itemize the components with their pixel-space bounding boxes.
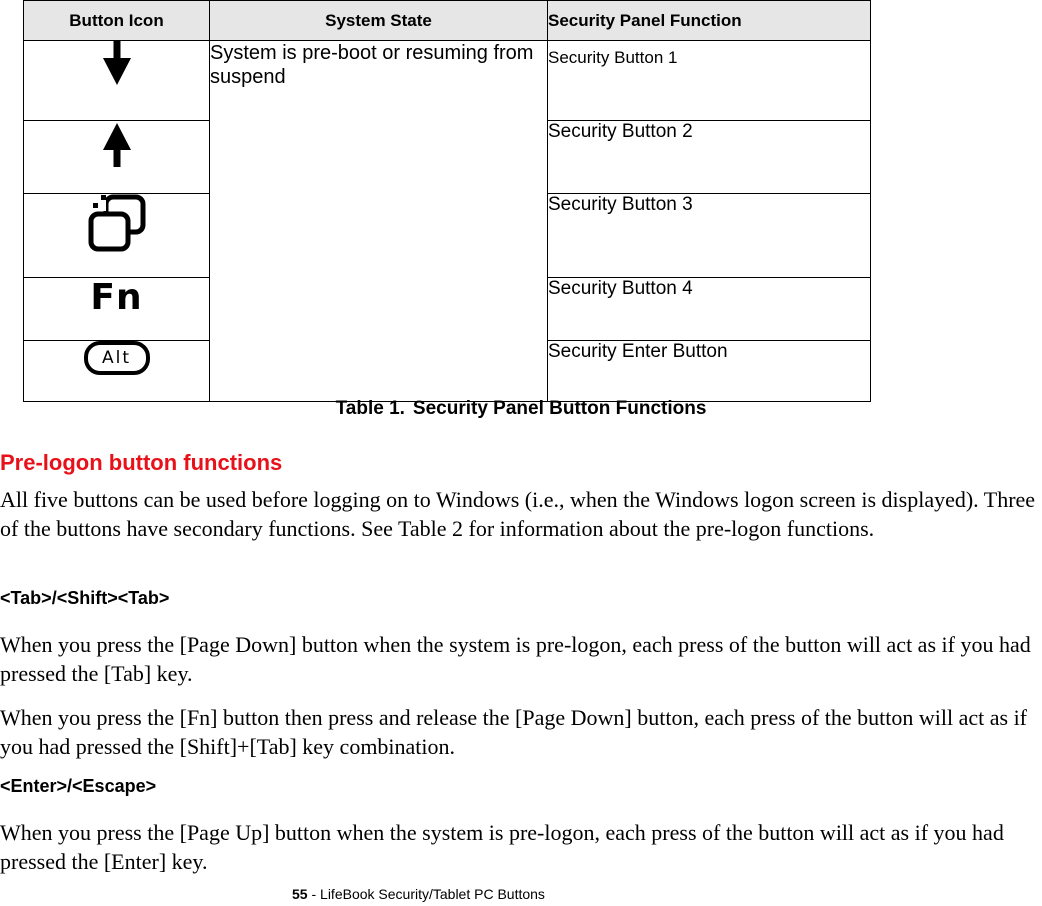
footer-title: LifeBook Security/Tablet PC Buttons (320, 886, 545, 902)
caption-label: Table 1. (335, 398, 405, 419)
security-function-4: Security Button 4 (548, 278, 871, 341)
subsection-heading-tab: <Tab>/<Shift><Tab> (0, 588, 170, 608)
page-footer (292, 886, 545, 902)
table-caption (0, 398, 1042, 420)
table-row (24, 41, 871, 121)
subsection-heading-enter: <Enter>/<Escape> (0, 776, 157, 796)
down-arrow-icon (102, 41, 132, 87)
alt-key-icon (84, 341, 150, 375)
system-state-cell: System is pre-boot or resuming from suspend (210, 41, 548, 402)
page-number: 55 (292, 886, 308, 902)
fn-key-icon: Fn (90, 277, 143, 318)
rotate-screen-icon (87, 194, 147, 252)
enter-paragraph: When you press the [Page Up] button when the system is pre-logon, each press of the button will act as if you had pressed the [Enter] key. (0, 820, 1004, 874)
tab-paragraph-1: When you press the [Page Down] button when the system is pre-logon, each press of the button will act as if you had pressed the [Tab] key. (0, 632, 1031, 686)
intro-paragraph: All five buttons can be used before logging on to Windows (i.e., when the Windows logon screen is displayed). Three of the buttons have secondary functions. See Table 2 for information about the pre-logon functions. (0, 487, 1036, 541)
alt-key-label: Alt (101, 348, 132, 368)
security-function-3: Security Button 3 (548, 194, 871, 278)
icon-cell (24, 41, 210, 121)
icon-cell (24, 121, 210, 194)
security-panel-table (23, 0, 871, 402)
icon-cell (24, 341, 210, 402)
header-security-function: Security Panel Function (548, 1, 871, 41)
security-function-enter: Security Enter Button (548, 341, 871, 402)
footer-separator: - (307, 886, 321, 902)
up-arrow-icon (102, 121, 132, 167)
caption-title: Security Panel Button Functions (412, 398, 707, 419)
tab-paragraph-2: When you press the [Fn] button then press and release the [Page Down] button, each press of the button will act as if you had pressed the [Shift]+[Tab] key combination. (0, 705, 1028, 759)
icon-cell (24, 278, 210, 341)
icon-cell (24, 194, 210, 278)
header-system-state: System State (210, 1, 548, 41)
header-button-icon: Button Icon (24, 1, 210, 41)
section-heading: Pre-logon button functions (0, 450, 283, 475)
security-function-1: Security Button 1 (548, 41, 871, 121)
security-function-2: Security Button 2 (548, 121, 871, 194)
